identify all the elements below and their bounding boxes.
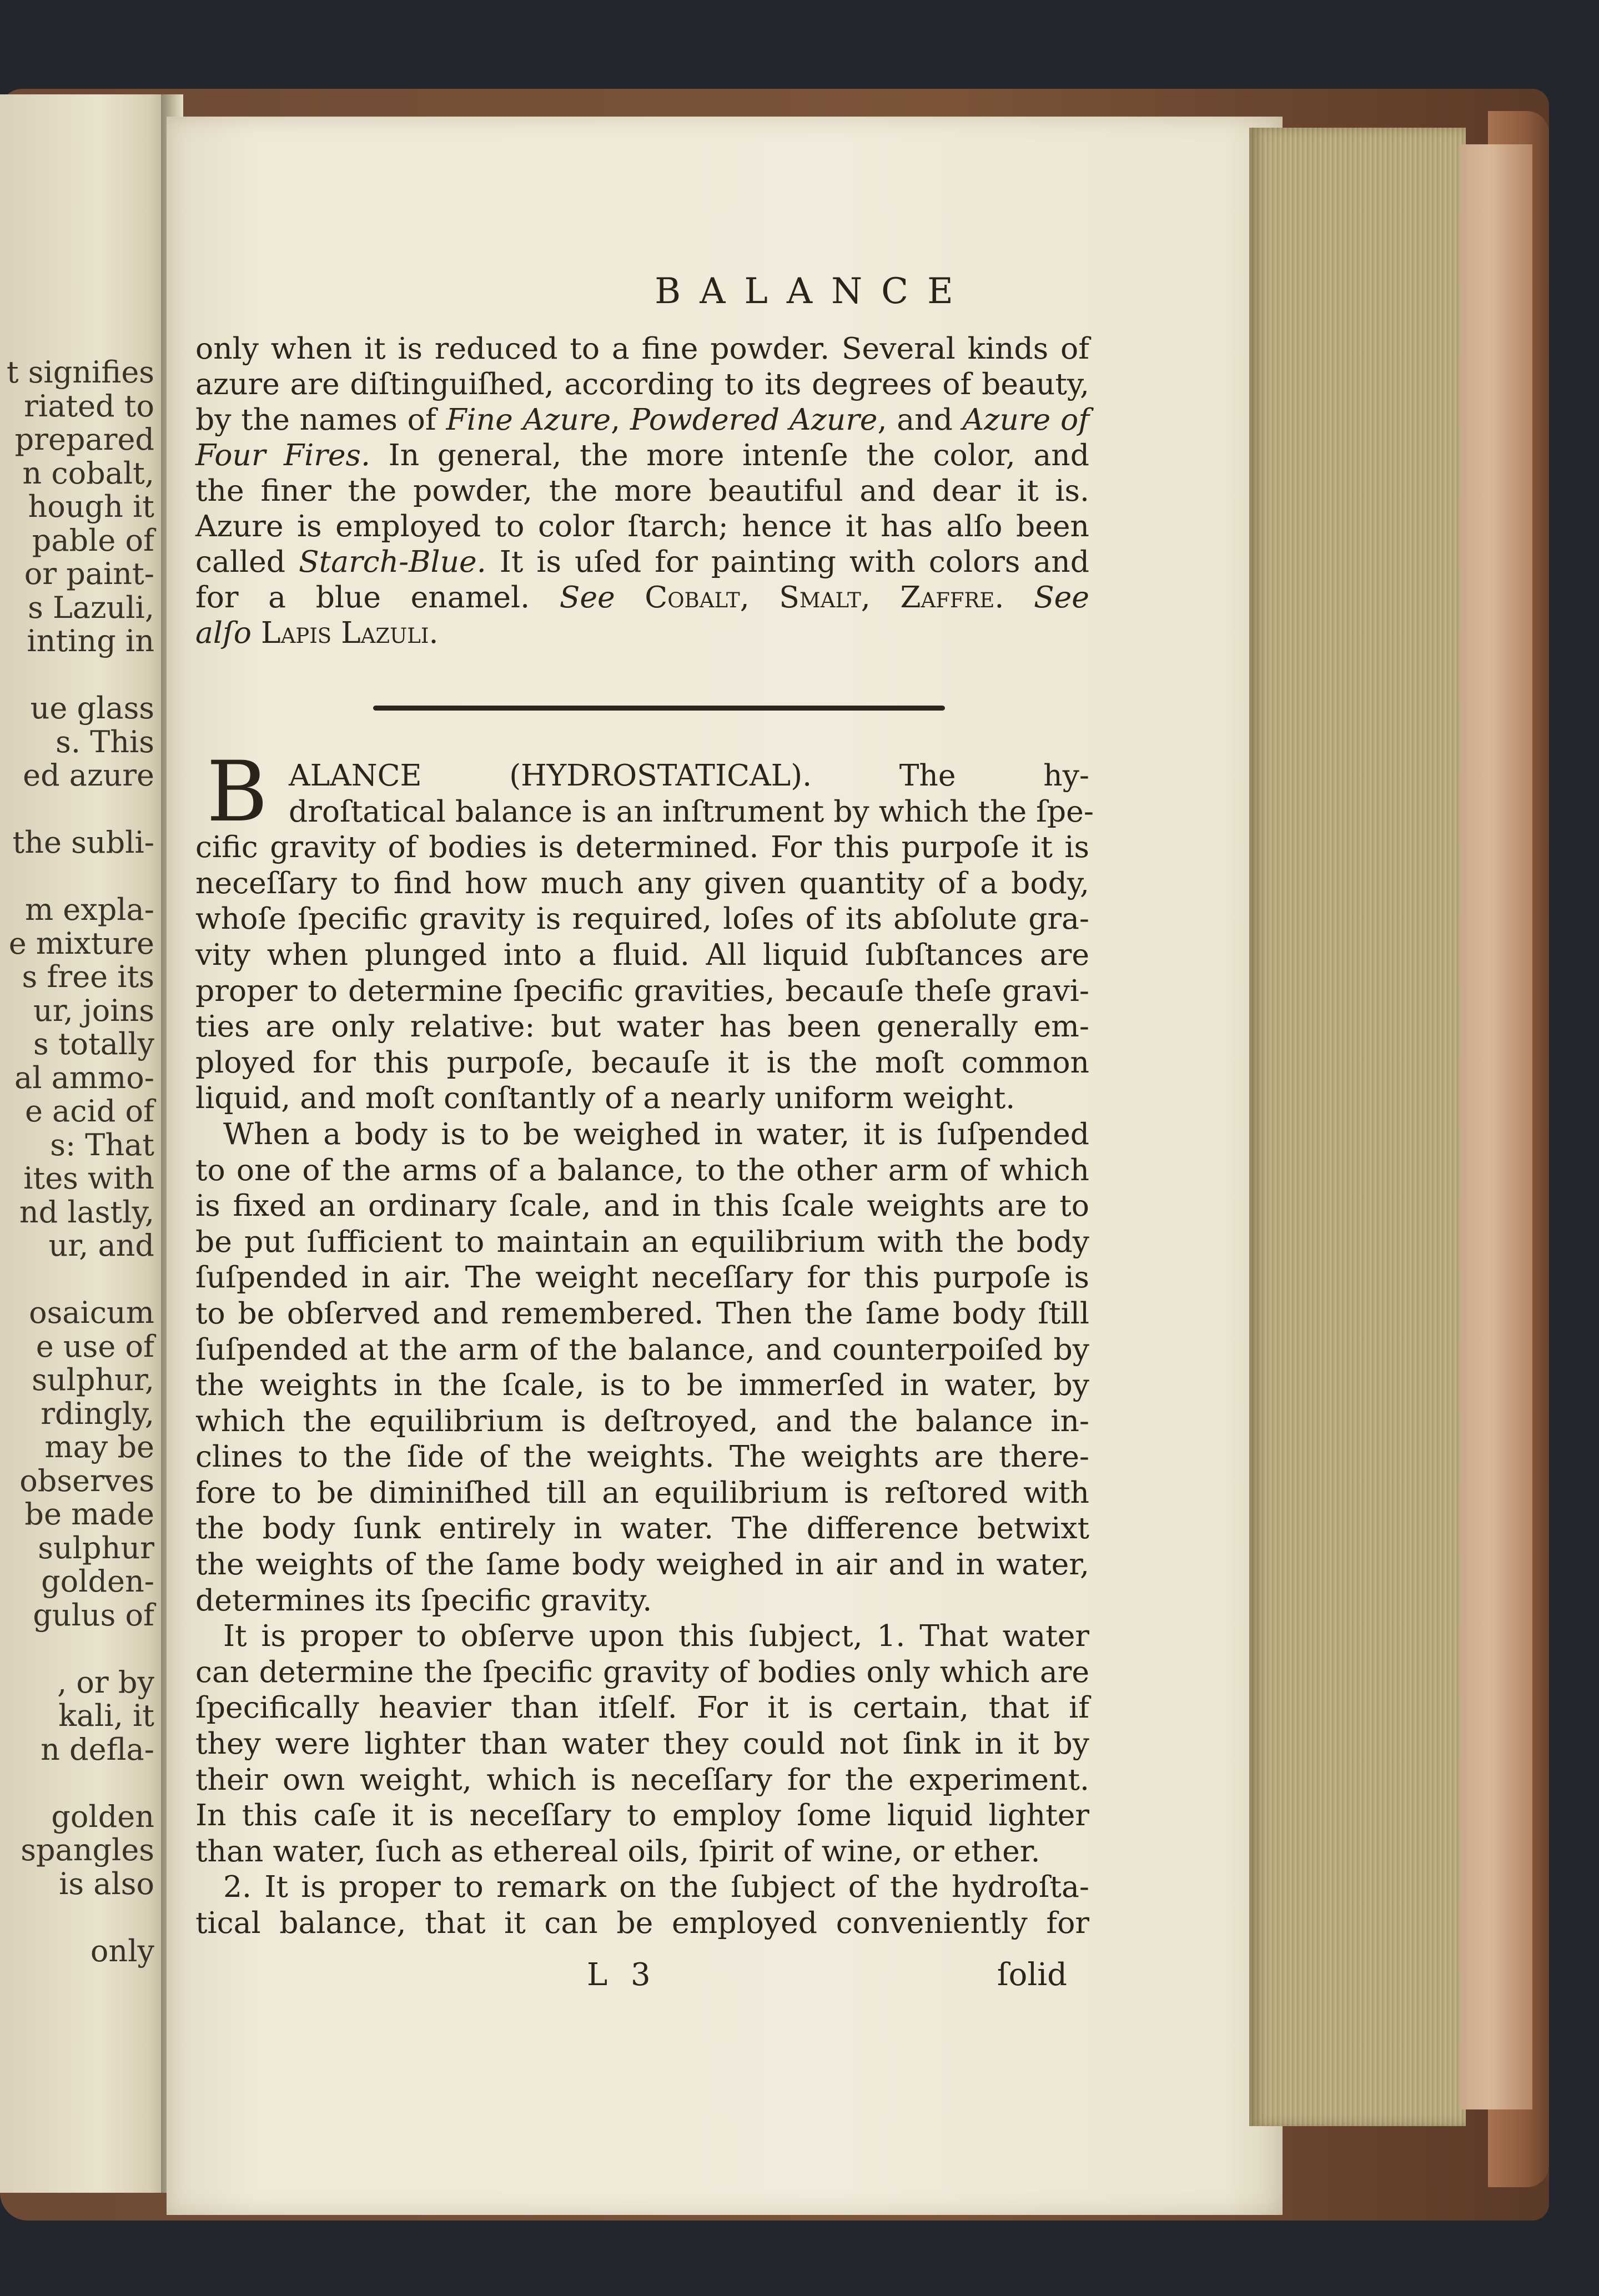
article-text-line: to be obſerved and remembered. Then the ſame body ſtill [195, 1295, 1089, 1331]
left-page-line: is also [59, 1866, 154, 1901]
left-page-line: spangles [21, 1832, 154, 1867]
left-page-line: gulus of [33, 1597, 154, 1633]
left-page-line: the subli- [12, 825, 154, 860]
left-page-line: sulphur [38, 1530, 154, 1565]
article-text-line: droſtatical balance is an inſtrument by which the ſpe- [289, 793, 1094, 829]
article-balance-hydrostatical [195, 758, 1094, 1941]
article-text-line: ployed for this purpoſe, becauſe it is the moſt common [195, 1044, 1089, 1080]
left-page-line: observes [19, 1463, 154, 1498]
left-page-line: nd lastly, [19, 1194, 154, 1230]
left-page-line: pable of [32, 522, 154, 558]
article-text-line: their own weight, which is neceſſary for the experiment. [195, 1761, 1089, 1797]
left-page-line: rdingly, [41, 1396, 154, 1431]
left-page-line: s totally [33, 1026, 154, 1061]
article-text-line: be put ſufficient to maintain an equilibrium with the body [195, 1223, 1089, 1259]
article-heading-line: ALANCE (HYDROSTATICAL). The hy- [289, 758, 1089, 793]
left-page-line: n cobalt, [22, 455, 154, 491]
article-text-line: the weights in the ſcale, is to be immerſed in water, by [195, 1367, 1089, 1403]
left-page-line: sulphur, [32, 1362, 154, 1397]
left-page-line: golden [51, 1799, 154, 1834]
text-line: only when it is reduced to a fine powder. Several kinds of [195, 331, 1089, 366]
article-text-line: cific gravity of bodies is determined. For this purpoſe it is [195, 829, 1089, 865]
text-line: Azure is employed to color ſtarch; hence it has alſo been [195, 508, 1089, 543]
left-page-line: n defla- [41, 1731, 154, 1767]
drop-cap: B [207, 744, 268, 840]
catchword: ſolid [997, 1957, 1067, 1993]
left-page-line: ur, joins [33, 993, 154, 1028]
left-page-line: be made [24, 1497, 154, 1532]
article-text-line: they were lighter than water they could not ſink in it by [195, 1726, 1089, 1761]
left-page [0, 94, 167, 2193]
left-page-line: e use of [36, 1328, 154, 1364]
article-text-line: liquid, and moſt conſtantly of a nearly uniform weight. [195, 1080, 1015, 1116]
left-page-line: e mixture [8, 925, 154, 961]
text-line: azure are diſtinguiſhed, according to its degrees of beauty, [195, 366, 1089, 401]
article-text-line: 2. It is proper to remark on the ſubject of the hydroſta- [223, 1869, 1089, 1905]
text-line: alſo Lapis Lazuli. [195, 615, 439, 650]
article-text-line: can determine the ſpecific gravity of bodies only which are [195, 1654, 1089, 1689]
page-footer [195, 1957, 1067, 1993]
left-page-line: , or by [57, 1664, 154, 1700]
article-text-line: ties are only relative: but water has been generally em- [195, 1009, 1089, 1044]
left-page-line: riated to [24, 388, 154, 424]
article-text-line: vity when plunged into a fluid. All liquid ſubſtances are [195, 936, 1089, 972]
left-page-line: kali, it [58, 1698, 154, 1733]
left-page-line: ites with [23, 1161, 154, 1196]
text-line: the finer the powder, the more beautiful and dear it is. [195, 473, 1089, 508]
left-page-line: s: That [50, 1127, 154, 1162]
left-page-line: ue glass [30, 691, 154, 726]
text-line: for a blue enamel. See Cobalt, Smalt, Zaffre. See [195, 580, 1089, 615]
left-page-line: s. This [56, 724, 154, 759]
article-text-line: When a body is to be weighed in water, it is ſuſpended [223, 1116, 1089, 1151]
article-text-line: to one of the arms of a balance, to the other arm of which [195, 1152, 1089, 1187]
left-page-line: ed azure [23, 758, 154, 793]
left-page-line: golden- [41, 1564, 154, 1599]
left-page-line: may be [44, 1429, 154, 1464]
article-text-line: is fixed an ordinary ſcale, and in this ſcale weights are to [195, 1188, 1089, 1223]
top-paragraph [195, 331, 1089, 651]
left-page-line: e acid of [24, 1094, 154, 1129]
article-text-line: ſuſpended at the arm of the balance, and counterpoiſed by [195, 1331, 1089, 1367]
article-text-line: fore to be diminiſhed till an equilibrium is reſtored with [195, 1474, 1089, 1510]
article-text-line: than water, ſuch as ethereal oils, ſpirit of wine, or ether. [195, 1833, 1040, 1869]
article-text-line: tical balance, that it can be employed conveniently for [195, 1905, 1089, 1940]
article-text-line: the body ſunk entirely in water. The difference betwixt [195, 1510, 1089, 1546]
left-page-line: only [90, 1933, 154, 1968]
cover-turn-in [1460, 144, 1532, 2109]
running-head: BALANCE [655, 271, 972, 312]
left-page-line: al ammo- [14, 1060, 154, 1095]
page-fore-edge [1249, 128, 1466, 2126]
left-page-line: t signifies [6, 355, 154, 390]
left-page-line: s free its [22, 959, 154, 994]
article-text-line: determines its ſpecific gravity. [195, 1582, 652, 1618]
signature-mark: L 3 [587, 1957, 657, 1993]
left-page-line: hough it [28, 489, 154, 524]
left-page-line: prepared [14, 422, 154, 457]
article-text-line: clines to the ſide of the weights. The weights are there- [195, 1439, 1089, 1474]
left-page-line: s Lazuli, [28, 590, 154, 625]
article-text-line: ſuſpended in air. The weight neceſſary for this purpoſe is [195, 1260, 1089, 1295]
text-line: called Starch-Blue. It is uſed for painting with colors and [195, 544, 1089, 579]
text-line: Four Fires. In general, the more intenſe the color, and [195, 437, 1089, 472]
article-text-line: which the equilibrium is deſtroyed, and the balance in- [195, 1403, 1089, 1438]
article-text-line: In this caſe it is neceſſary to employ ſome liquid lighter [195, 1797, 1089, 1833]
left-page-line: osaicum [29, 1295, 154, 1330]
left-page-line: or paint- [24, 556, 154, 591]
left-page-line: ur, and [48, 1228, 154, 1263]
text-line: by the names of Fine Azure, Powdered Azure, and Azure of [195, 402, 1089, 437]
section-divider-rule [373, 706, 945, 711]
article-text-line: proper to determine ſpecific gravities, becauſe theſe gravi- [195, 973, 1089, 1008]
article-text-line: whoſe ſpecific gravity is required, loſes of its abſolute gra- [195, 901, 1089, 936]
article-text-line: ſpecifically heavier than itſelf. For it is certain, that if [195, 1690, 1089, 1725]
article-text-line: the weights of the ſame body weighed in air and in water, [195, 1547, 1089, 1582]
article-text-line: It is proper to obſerve upon this ſubject, 1. That water [223, 1618, 1089, 1654]
article-text-line: neceſſary to find how much any given quantity of a body, [195, 865, 1089, 900]
left-page-line: inting in [27, 623, 154, 658]
left-page-line: m expla- [24, 892, 154, 927]
